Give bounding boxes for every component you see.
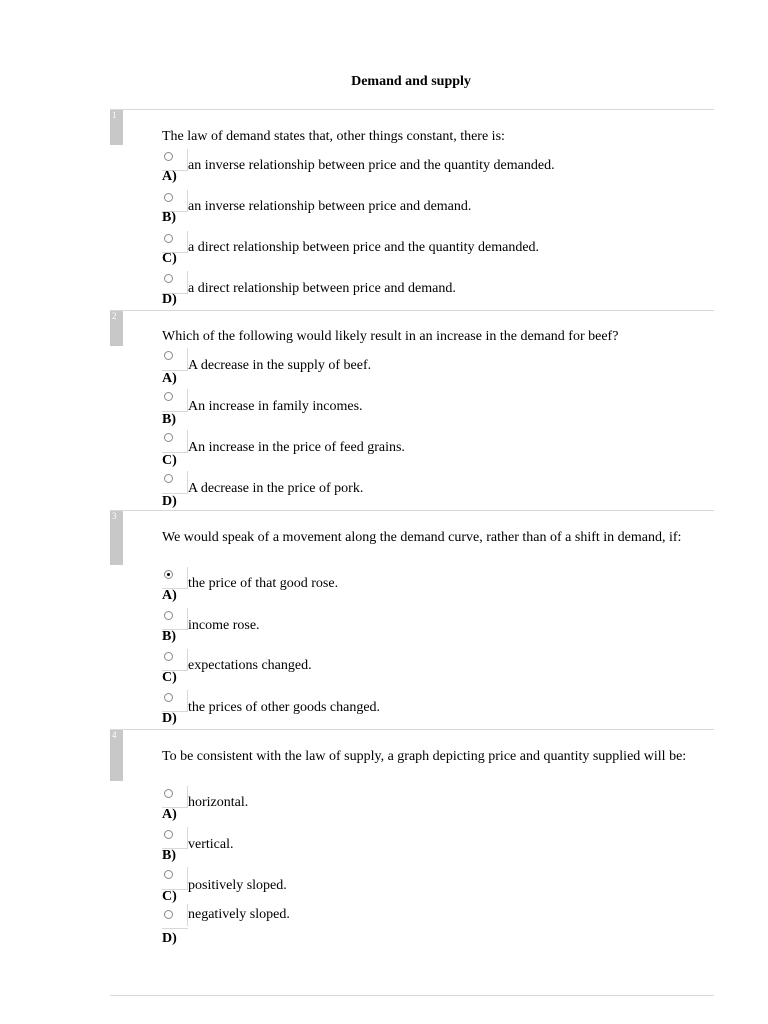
question-number-2: 2 [110,311,123,346]
question-divider [110,510,714,511]
option-letter: D) [162,292,177,307]
radio-button[interactable] [164,392,173,401]
option-letter: B) [162,848,176,863]
option-text[interactable]: A decrease in the price of pork. [188,481,364,496]
radio-button[interactable] [164,910,173,919]
question-divider [110,109,714,110]
option-text[interactable]: the price of that good rose. [188,576,339,591]
question-divider [110,310,714,311]
radio-button[interactable] [164,611,173,620]
option-text[interactable]: An increase in the price of feed grains. [188,440,405,455]
option-letter: C) [162,453,177,468]
option-text[interactable]: An increase in family incomes. [188,399,363,414]
option-letter: D) [162,931,177,946]
radio-button[interactable] [164,433,173,442]
option-text[interactable]: an inverse relationship between price and demand. [188,199,472,214]
radio-button[interactable] [164,693,173,702]
option-letter: B) [162,210,176,225]
radio-button[interactable] [164,474,173,483]
option-text[interactable]: expectations changed. [188,658,312,673]
radio-button[interactable] [164,351,173,360]
question-3-text: We would speak of a movement along the demand curve, rather than of a shift in demand, if: [162,530,682,545]
radio-button[interactable] [164,870,173,879]
radio-button[interactable] [164,652,173,661]
option-letter: B) [162,629,176,644]
question-2-text: Which of the following would likely result in an increase in the demand for beef? [162,329,619,344]
radio-button[interactable] [164,234,173,243]
option-text[interactable]: vertical. [188,837,234,852]
option-text[interactable]: negatively sloped. [188,907,290,922]
radio-button[interactable] [164,274,173,283]
question-1-text: The law of demand states that, other things constant, there is: [162,129,505,144]
option-text[interactable]: income rose. [188,618,260,633]
question-4-text: To be consistent with the law of supply, a graph depicting price and quantity supplied will be: [162,749,687,764]
option-text[interactable]: A decrease in the supply of beef. [188,358,372,373]
option-text[interactable]: a direct relationship between price and demand. [188,281,456,296]
option-text[interactable]: positively sloped. [188,878,287,893]
radio-button-selected[interactable] [164,570,173,579]
option-letter: D) [162,494,177,509]
question-number-1: 1 [110,110,123,145]
option-text[interactable]: horizontal. [188,795,249,810]
radio-button[interactable] [164,789,173,798]
option-text[interactable]: the prices of other goods changed. [188,700,381,715]
option-letter: B) [162,412,176,427]
option-letter: C) [162,251,177,266]
option-text[interactable]: an inverse relationship between price and the quantity demanded. [188,158,555,173]
option-letter: A) [162,371,177,386]
page-title: Demand and supply [351,74,471,89]
option-letter: A) [162,807,177,822]
option-letter: C) [162,889,177,904]
radio-button[interactable] [164,152,173,161]
question-number-4: 4 [110,730,123,781]
question-divider [110,729,714,730]
option-divider [162,928,188,929]
radio-button[interactable] [164,193,173,202]
option-letter: D) [162,711,177,726]
question-number-3: 3 [110,511,123,565]
option-letter: C) [162,670,177,685]
option-letter: A) [162,588,177,603]
option-text[interactable]: a direct relationship between price and the quantity demanded. [188,240,540,255]
radio-button[interactable] [164,830,173,839]
option-letter: A) [162,169,177,184]
footer-divider [110,995,714,996]
